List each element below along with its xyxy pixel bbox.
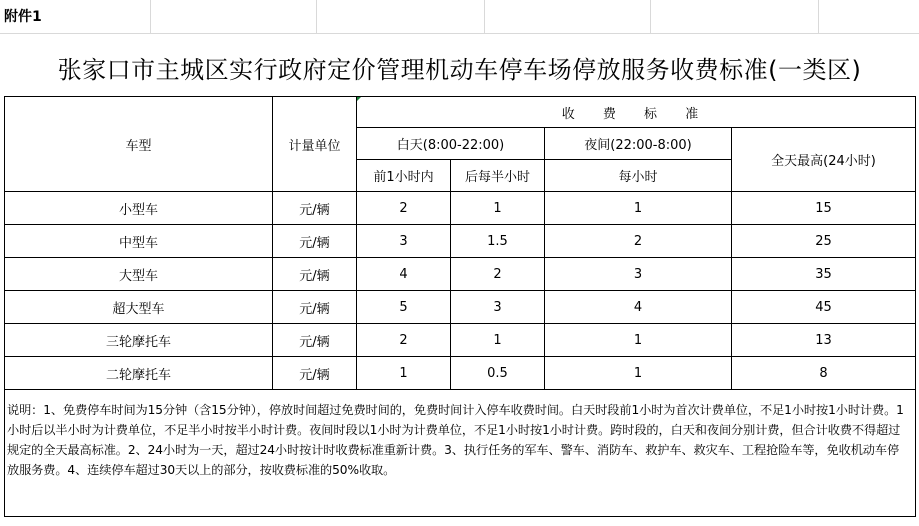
header-first-hour[interactable]: 前1小时内 bbox=[357, 160, 451, 192]
header-day[interactable]: 白天(8:00-22:00) bbox=[357, 128, 545, 160]
grid-line bbox=[0, 33, 919, 34]
header-night[interactable]: 夜间(22:00-8:00) bbox=[545, 128, 732, 160]
cell-night[interactable]: 1 bbox=[545, 192, 732, 225]
header-unit[interactable]: 计量单位 bbox=[273, 97, 357, 192]
table-row bbox=[5, 192, 916, 225]
table-row bbox=[5, 225, 916, 258]
cell-half-hour[interactable]: 2 bbox=[451, 258, 545, 291]
table-row bbox=[5, 324, 916, 357]
cell-half-hour[interactable]: 0.5 bbox=[451, 357, 545, 390]
header-vehicle-type[interactable]: 车型 bbox=[5, 97, 273, 192]
cell-first-hour[interactable]: 2 bbox=[357, 324, 451, 357]
cell-night[interactable]: 3 bbox=[545, 258, 732, 291]
cell-vehicle-type[interactable]: 超大型车 bbox=[5, 291, 273, 324]
notes-cell[interactable]: 说明：1、免费停车时间为15分钟（含15分钟），停放时间超过免费时间的，免费时间计入停车收费时间。白天时段前1小时为首次计费单位，不足1小时按1小时计费。1小时后以半小时为计费单位，不足半小时按半小时计费。夜间时段以1小时为计费单位，不足1小时按1小时计费。跨时段的，白天和夜间分别计费，但合计收费不得超过规定的全天最高标准。2、24小时为一天，超过24小时按计时收费标准重新计费。3、执行任务的军车、警车、消防车、救护车、救灾车、工程抢险车等，免收机动车停放服务费。4、连续停车超过30天以上的部分，按收费标准的50%收取。 bbox=[5, 390, 916, 517]
header-daily-max[interactable]: 全天最高(24小时) bbox=[732, 128, 916, 192]
cell-unit[interactable]: 元/辆 bbox=[273, 225, 357, 258]
cell-unit[interactable]: 元/辆 bbox=[273, 258, 357, 291]
fee-table bbox=[4, 96, 916, 517]
attachment-label[interactable]: 附件1 bbox=[4, 9, 42, 25]
cell-unit[interactable]: 元/辆 bbox=[273, 192, 357, 225]
header-fee-standard[interactable] bbox=[357, 97, 916, 128]
cell-first-hour[interactable]: 1 bbox=[357, 357, 451, 390]
table-row bbox=[5, 258, 916, 291]
cell-vehicle-type[interactable]: 小型车 bbox=[5, 192, 273, 225]
cell-half-hour[interactable]: 1 bbox=[451, 192, 545, 225]
cell-unit[interactable]: 元/辆 bbox=[273, 357, 357, 390]
cell-half-hour[interactable]: 1 bbox=[451, 324, 545, 357]
cell-max[interactable]: 8 bbox=[732, 357, 916, 390]
cell-vehicle-type[interactable]: 中型车 bbox=[5, 225, 273, 258]
cell-unit[interactable]: 元/辆 bbox=[273, 324, 357, 357]
cell-first-hour[interactable]: 3 bbox=[357, 225, 451, 258]
page-title[interactable]: 张家口市主城区实行政府定价管理机动车停车场停放服务收费标准(一类区) bbox=[57, 56, 862, 84]
cell-max[interactable]: 13 bbox=[732, 324, 916, 357]
cell-first-hour[interactable]: 5 bbox=[357, 291, 451, 324]
cell-night[interactable]: 2 bbox=[545, 225, 732, 258]
cell-vehicle-type[interactable]: 三轮摩托车 bbox=[5, 324, 273, 357]
header-per-half-hour[interactable]: 后每半小时 bbox=[451, 160, 545, 192]
cell-night[interactable]: 1 bbox=[545, 357, 732, 390]
grid-line bbox=[650, 0, 651, 34]
table-row bbox=[5, 291, 916, 324]
cell-max[interactable]: 15 bbox=[732, 192, 916, 225]
grid-line bbox=[818, 0, 819, 34]
cell-vehicle-type[interactable]: 大型车 bbox=[5, 258, 273, 291]
table-row bbox=[5, 357, 916, 390]
grid-line bbox=[150, 0, 151, 34]
cell-unit[interactable]: 元/辆 bbox=[273, 291, 357, 324]
grid-line bbox=[316, 0, 317, 34]
cell-max[interactable]: 45 bbox=[732, 291, 916, 324]
cell-night[interactable]: 1 bbox=[545, 324, 732, 357]
cell-half-hour[interactable]: 1.5 bbox=[451, 225, 545, 258]
cell-max[interactable]: 25 bbox=[732, 225, 916, 258]
grid-line bbox=[484, 0, 485, 34]
header-per-hour[interactable]: 每小时 bbox=[545, 160, 732, 192]
cell-vehicle-type[interactable]: 二轮摩托车 bbox=[5, 357, 273, 390]
cell-half-hour[interactable]: 3 bbox=[451, 291, 545, 324]
cell-max[interactable]: 35 bbox=[732, 258, 916, 291]
cell-night[interactable]: 4 bbox=[545, 291, 732, 324]
header-fee-standard-text: 收 费 标 准 bbox=[561, 106, 711, 122]
cell-first-hour[interactable]: 4 bbox=[357, 258, 451, 291]
cell-first-hour[interactable]: 2 bbox=[357, 192, 451, 225]
